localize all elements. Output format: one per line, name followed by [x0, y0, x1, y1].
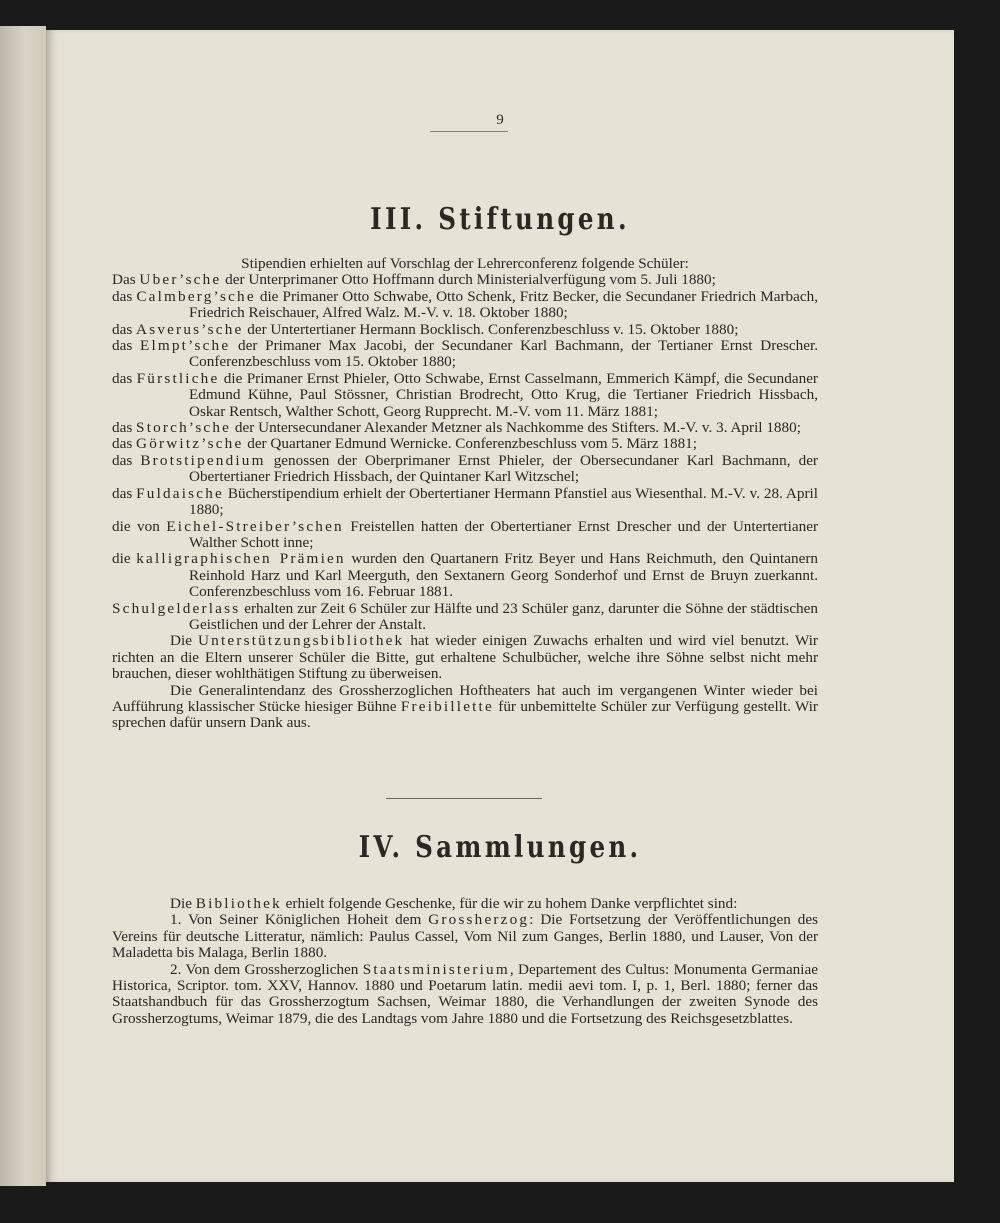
stipend-item: Schulgelderlass erhalten zur Zeit 6 Schüler zur Hälfte und 23 Schüler ganz, darunter die Söhne der städtischen Geistlichen und der Lehrer der Anstalt.	[112, 599, 818, 633]
keyword: Freibillette	[400, 697, 494, 715]
stipend-name: Görwitz’sche	[136, 435, 244, 453]
stipend-name: kalligraphischen Prämien	[136, 550, 346, 568]
page-number-rule	[430, 131, 508, 132]
library-intro: Die Bibliothek erhielt folgende Geschenke, für die wir zu hohem Danke verpflichtet sind:	[170, 895, 738, 912]
stipend-item: das Storch’sche der Untersecundaner Alexander Metzner als Nachkomme des Stifters. M.-V. v. 3. April 1880;	[112, 419, 801, 437]
section-3-heading: III. Stiftungen.	[370, 202, 630, 237]
keyword: Unterstützungsbibliothek	[198, 632, 405, 650]
stipend-item: Das Uber’sche der Unterprimaner Otto Hoffmann durch Ministerialverfügung vom 5. Juli 1880;	[112, 271, 716, 289]
stipend-item: das Brotstipendium genossen der Oberprimaner Ernst Phieler, der Obersecundaner Karl Bachmann, der Obertertianer Friedrich Hissbach, der Quintaner Karl Witzschel;	[112, 451, 818, 486]
stipend-item: die kalligraphischen Prämien wurden den Quartanern Fritz Beyer und Hans Reichmuth, den Quintanern Reinhold Harz und Karl Meerguth, den Sextanern Georg Sonderhof und Ernst de Bruyn zuerkannt. Conferenzbeschluss vom 16. Februar 1881.	[112, 550, 819, 601]
donation-item-1: 1. Von Seiner Königlichen Hoheit dem Grossherzog: Die Fortsetzung der Veröffentlichungen des Vereins für deutsche Litteratur, nämlich: Paulus Cassel, Vom Nil zum Ganges, Berlin 1880, und Lauser, Von der Maladetta bis Malaga, Berlin 1880.	[112, 911, 818, 962]
library-support-paragraph: Die Unterstützungsbibliothek hat wieder einigen Zuwachs erhalten und wird viel benutzt. Wir richten an die Eltern unserer Schüler die Bitte, gut erhaltene Schulbücher, welche ihre Söhne selbst nicht mehr brauchen, dieser wohlthätigen Stiftung zu überweisen.	[112, 632, 818, 683]
stipend-item: das Elmpt’sche der Primaner Max Jacobi, der Secundaner Karl Bachmann, der Tertianer Ernst Drescher. Conferenzbeschluss vom 15. Oktober 1880;	[112, 337, 818, 371]
section-3-body	[112, 256, 818, 732]
donation-item-2: 2. Von dem Grossherzoglichen Staatsministerium, Departement des Cultus: Monumenta Germaniae Historica, Scriptor. tom. XXV, Hannov. 1880 und Poetarum latin. medii aevi tom. I, p. 1, Berl. 1880; ferner das Staatshandbuch für das Grossherzogtum Sachsen, Weimar 1880, die Verhandlungen der zweiten Synode des Grossherzogtums, Weimar 1879, die des Landtags vom Jahre 1880 und die Fortsetzung des Reichsgesetzblattes.	[112, 960, 818, 1027]
book-page	[46, 30, 954, 1182]
stipend-name: Schulgelderlass	[112, 599, 241, 617]
left-page-edge	[0, 26, 46, 1186]
stipend-name: Asverus’sche	[136, 320, 244, 338]
keyword: Grossherzog	[428, 911, 530, 929]
stipend-name: Elmpt’sche	[139, 337, 231, 355]
stipend-item: das Görwitz’sche der Quartaner Edmund Wernicke. Conferenzbeschluss vom 5. März 1881;	[112, 435, 697, 453]
stipend-item: die von Eichel-Streiber’schen Freistellen hatten der Obertertianer Ernst Drescher und der Untertertianer Walther Schott inne;	[112, 517, 818, 551]
stipend-intro: Stipendien erhielten auf Vorschlag der Lehrerconferenz folgende Schüler:	[241, 255, 689, 272]
section-divider	[386, 798, 542, 799]
stipend-name: Fürstliche	[136, 369, 220, 387]
stipend-name: Fuldaische	[136, 484, 224, 502]
stipend-item: das Fuldaische Bücherstipendium erhielt der Obertertianer Hermann Pfanstiel aus Wiesenthal. M.-V. v. 28. April 1880;	[112, 484, 818, 519]
section-4-body	[112, 896, 818, 1027]
stipend-item: das Fürstliche die Primaner Ernst Phieler, Otto Schwabe, Ernst Casselmann, Emmerich Kämpf, die Secundaner Edmund Kühne, Paul Stössner, Christian Brodrecht, Otto Krug, die Tertianer Friedrich Hissbach, Oskar Rentsch, Walther Schott, Georg Rupprecht. M.-V. vom 11. März 1881;	[112, 369, 818, 420]
stipend-item: das Asverus’sche der Untertertianer Hermann Bocklisch. Conferenzbeschluss v. 15. Oktober 1880;	[112, 320, 739, 338]
section-4-heading: IV. Sammlungen.	[358, 830, 642, 865]
stipend-name: Brotstipendium	[140, 451, 266, 469]
stipend-list	[112, 272, 818, 633]
stipend-name: Eichel-Streiber’schen	[166, 517, 344, 535]
stipend-name: Uber’sche	[139, 271, 222, 289]
stipend-name: Calmberg’sche	[136, 287, 256, 305]
stipend-item: das Calmberg’sche die Primaner Otto Schwabe, Otto Schenk, Fritz Becker, die Secundaner Friedrich Marbach, Friedrich Reischauer, Alfred Walz. M.-V. v. 18. Oktober 1880;	[112, 287, 818, 322]
theater-paragraph: Die Generalintendanz des Grossherzoglichen Hoftheaters hat auch im vergangenen Winter wieder bei Aufführung klassischer Stücke hiesiger Bühne Freibillette für unbemittelte Schüler zur Verfügung gestellt. Wir sprechen dafür unsern Dank aus.	[112, 681, 818, 732]
page-number: 9	[496, 112, 504, 128]
keyword: Bibliothek	[195, 895, 282, 912]
keyword: Staatsministerium	[362, 960, 510, 978]
stipend-name: Storch’sche	[136, 419, 232, 437]
